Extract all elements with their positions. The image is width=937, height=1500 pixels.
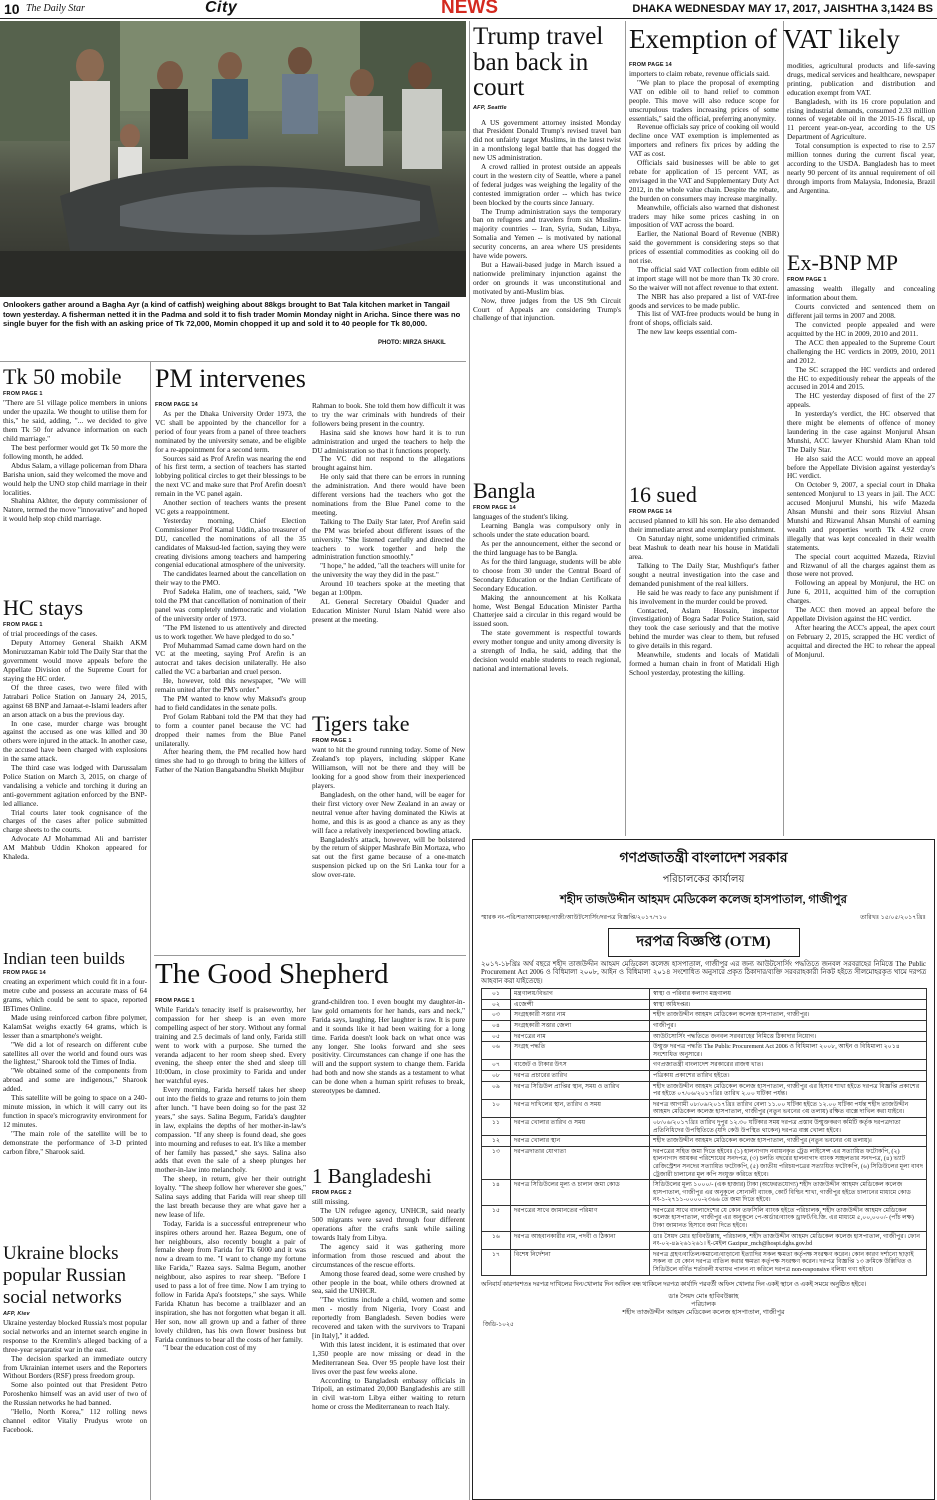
paragraph: Prof Sadeka Halim, one of teachers, said, "We told the PM that cancellation of nomination of their panel was completely undemocratic and violation of the university order of 1973.	[155, 587, 306, 623]
paragraph: still missing.	[312, 1198, 350, 1207]
source-sued: FROM PAGE 14	[629, 509, 672, 516]
row-label: বিশেষ নির্দেশনা	[511, 1249, 650, 1275]
ad-table-row	[482, 1117, 927, 1135]
row-value: শহীদ তাজউদ্দীন আহমদ মেডিকেল কলেজ হাসপাতাল, গাজীপুর।	[650, 1010, 927, 1021]
ad-date: তারিখঃ ১৫/০৫/২০১৭খ্রিঃ	[860, 914, 926, 921]
paragraph: The SC scrapped the HC verdicts and ordered the HC to expeditiously rehear the appeals of the accused in 2014 and 2015.	[787, 364, 935, 392]
body-tigers	[312, 746, 465, 946]
paragraph: The best performer would get Tk 50 more the following month, he added.	[3, 442, 147, 461]
row-label: দরপত্রদাতার যোগ্যতা	[511, 1146, 650, 1179]
paragraph: The agency said it was gathering more information from those rescued and about the circumstances of the rescue efforts.	[312, 1241, 465, 1269]
row-value: স্বাস্থ্য ও পরিবার কল্যাণ মন্ত্রণালয়	[650, 989, 927, 1000]
source-shepherd: FROM PAGE 1	[155, 998, 195, 1004]
row-value: স্বাস্থ্য অধিদপ্তর।	[650, 999, 927, 1010]
row-number: ০৮	[482, 1070, 511, 1081]
ad-signatory-org: শহীদ তাজউদ্দীন আহমদ মেডিকেল কলেজ হাসপাতাল, গাজীপুর	[622, 1308, 785, 1316]
source-pm: FROM PAGE 14	[155, 402, 198, 408]
row-number: ১৬	[482, 1231, 511, 1249]
paragraph: While Farida's tenacity itself is praiseworthy, her compassion for her sheep is an even more compelling aspect of her story. Without any formal training and 2.5 decimals of land only, Farida still went to work with a purpose. She turned the veranda adjacent to her room sheep shed. Every evening, the sheep enter the shed and sleep till 10:00am, in close proximity to Farida and under her watchful eyes.	[155, 1006, 306, 1086]
paragraph: Earlier, the National Board of Revenue (NBR) said the government is considering steps so that prices of essential commodities as cooking oil do not rise.	[629, 229, 779, 266]
headline-pm: PM intervenes	[155, 364, 306, 393]
paragraph: Ukraine yesterday blocked Russia's most popular social networks and an internet search engine in response to the Kremlin's alleged backing of a three-year separatist war in the east.	[3, 1319, 147, 1354]
row-number: ১৫	[482, 1205, 511, 1231]
ad-table-row	[482, 1070, 927, 1081]
paragraph: Following an appeal by Monjurul, the HC on June 6, 2011, acquitted him of the corruption charges.	[787, 578, 935, 606]
row-number: ১৩	[482, 1146, 511, 1179]
row-number: ০৪	[482, 1021, 511, 1032]
article-shepherd	[155, 960, 465, 990]
paragraph: This list of VAT-free products would be hung in front of shops, officials said.	[629, 309, 779, 328]
paragraph: grand-children too. I even bought my daughter-in-law gold ornaments for her hands, ears and neck," Farida says, laughing. Her laughter is raw. It is pure and it sounds like it had been waiting for a long time. Farida doesn't look back on what once was any longer. She looks forward and she sees positivity. Circumstances can change if one has the will and the support system to change them. Farida had both and now she stands as a testament to what can be done when a human spirit refuses to break, stereotypes be damned.	[312, 998, 465, 1096]
row-number: ১৭	[482, 1249, 511, 1275]
row-number: ০১	[482, 989, 511, 1000]
row-label: দরপত্র খোলার স্থান	[511, 1136, 650, 1147]
paragraph: In one case, murder charge was brought against the accused as one was killed and 30 others were injured in the attack. In another case, the accused have been charged with explosions in the same attack.	[3, 718, 147, 764]
paragraph: Officials said businesses will be able to get rebate for application of 15 percent VAT, as envisaged in the VAT and Supplementary Duty Act 2012, in the whole value chain. Despite the rebate, the burden on consumers may increase marginally.	[629, 158, 779, 203]
ad-table-row	[482, 999, 927, 1010]
body-bangla	[473, 513, 621, 813]
article-vat-col2	[787, 62, 935, 250]
paragraph: He only said that there can be errors in running the administration. And there would have been different versions had the teachers who got the nominations from the Blue Panel come to the meeting.	[312, 472, 465, 517]
paragraph: The sheep, in return, give her their outright loyalty. "The sheep follow her wherever she goes," Salina says adding that Farida will rear sheep till the last breath because they are what gave her a new lease of life.	[155, 1174, 306, 1219]
row-value: দরপত্র আগামী ০৮/০৬/২০১৭খ্রিঃ তারিখ বেলা ১১.০০ ঘটিকা হইতে ১২.০০ ঘটিকা পর্যন্ত শহীদ তাজউদ্দীন আহমদ মেডিকেল কলেজ হাসপাতাল, গাজীপুর (নতুন ভবনের ৩য় তলায়) রক্ষিত বাক্সে দাখিল করা যাইবে।	[650, 1099, 927, 1117]
paragraph: of trial proceedings of the cases.	[3, 630, 98, 639]
paragraph: Today, Farida is a successful entrepreneur who inspires others around her. Razea Begum, one of her neighbours, also recently bought a pair of female sheep from Farida for Tk 6000 and it was now a dream to me. "I want to change my fortune like Farida," Razea says. Salma Begum, another neighbour, also aspires to rear sheep. "Before I used to pass a lot of free time. Now I am trying to follow in Farida Apa's footsteps," she says. While Farida Khatun has become a trailblazer and an inspiration, she has not forgotten what began it all. Her son, now all grown up and a father of three lovely children, has his own flower business but Farida continues to bear all the costs of her family.	[155, 1218, 306, 1344]
row-number: ০৩	[482, 1010, 511, 1021]
paragraph: Every morning, Farida herself takes her sheep out into the fields to graze and returns to join them after lunch. "I have been doing so for the past 32 years," she says. Salina Begum, Farida's daughter in law, explains the depths of her mother-in-law's compassion. "If any sheep is found dead, she goes into mourning and refuses to eat. It's like a member of her family has passed," she says. Salina also adds that even the sale of a sheep plunges her mother-in-law into melancholy.	[155, 1085, 306, 1175]
paragraph: accused planned to kill his son. He also demanded their immediate arrest and exemplary punishment.	[629, 517, 779, 535]
paragraph: He, however, told this newspaper, "We will remain united after the PM's order."	[155, 676, 306, 695]
paragraph: The convicted people appealed and were acquitted by the HC in 2009, 2010 and 2011.	[787, 320, 935, 338]
headline-bangla: Bangla	[473, 478, 536, 503]
paragraph: According to Bangladesh embassy officials in Tripoli, an estimated 20,000 Bangladeshis are still in civil war-torn Libya either waiting to return home or cross the Mediterranean to reach Italy.	[312, 1375, 465, 1412]
paragraph: The ACC then moved an appeal before the Appellate Division against the HC verdict.	[787, 605, 935, 623]
row-number: ১২	[482, 1136, 511, 1147]
paragraph: "The PM listened to us attentively and directed us to work together. We have pledged to do so."	[155, 622, 306, 641]
row-number: ০৫	[482, 1031, 511, 1042]
paragraph: "The victims include a child, women and some men - mostly from Nigeria, Ivory Coast and reportedly from Bangladesh. Seven bodies were recovered and taken with the survivors to Trapani [in Italy]," it added.	[312, 1295, 465, 1340]
paragraph: Of the three cases, two were filed with Jatrabari Police Station on January 24, 2015, against 68 BNP and Jamaat-e-Islami leaders after an arson attack on a bus the previous day.	[3, 682, 147, 719]
ad-tender-table	[481, 988, 927, 1275]
article-tigers	[312, 713, 465, 946]
source-hc: FROM PAGE 1	[3, 622, 43, 629]
paragraph: "I hope," he added, "all the teachers will unite for the university the way they did in the past."	[312, 561, 465, 580]
row-value: দরপত্রের সহিত জমা দিতে হইবেঃ (১) হালনাগাদ নবায়নকৃত ট্রেড লাইসেন্স এর সত্যায়িত ফটোকপি, (২) হালনাগাদ আয়কর পরিশোধের সনদপত্র, (৩) চলতি বছরের হালনাগাদ ব্যাংক সচ্ছলতার সনদপত্র, (৪) ভ্যাট রেজিস্ট্রেশন সনদের সত্যায়িত ফটোকপি, (৫) জাতীয় পরিচয়পত্রের সত্যায়িত ফটোকপি, (৬) সিডিউলের মূল্য বাবদ ট্রেজারী চালানের মূল কপি সংযুক্ত করিতে হইবে।	[650, 1146, 927, 1179]
paragraph: Bangladesh, on the other hand, will be eager for their first victory over New Zealand in an away or neutral venue after having dominated the Kiwis at home, and this is as good a chance as any as they will face a relatively inexperienced bowling attack.	[312, 789, 465, 835]
column-rule	[150, 362, 151, 1500]
paragraph: The decision sparked an immediate outcry from Ukrainian internet users and the Reporters Without Borders (RSF) press freedom group.	[3, 1353, 147, 1381]
ad-memo-line	[473, 910, 934, 923]
paragraph: Some also pointed out that President Petro Poroshenko himself was an avid user of two of the Russian networks he had banned.	[3, 1380, 147, 1408]
column-rule	[469, 21, 470, 1500]
masthead	[0, 0, 937, 19]
row-label: দরপত্র প্রচারের তারিখ	[511, 1070, 650, 1081]
article-bangladeshi	[312, 1166, 465, 1498]
ad-table-row	[482, 1031, 927, 1042]
article-bangla	[473, 480, 621, 813]
paragraph: Bangladesh, with its 16 crore population and rising industrial demands, consumed 2.33 million tonnes of vegetable oil in the 2015-16 fiscal, up 11 percent year-on-year, according to the US Department of Agriculture.	[787, 96, 935, 142]
ad-table-row	[482, 1010, 927, 1021]
paragraph: A US government attorney insisted Monday that President Donald Trump's revised travel ban did not unfairly target Muslims, in the latest twist in a monthslong legal battle that has dogged the new US administration.	[473, 118, 621, 163]
paragraph: The VC did not respond to the allegations brought against him.	[312, 454, 465, 473]
paragraph: "We did a lot of research on different cube satellites all over the world and found ours was the lightest," Sharook told the Times of India.	[3, 1039, 147, 1067]
news-label: NEWS	[441, 0, 498, 18]
paragraph: Talking to The Daily Star, Mushfiqur's father sought a neutral investigation into the case and demanded punishment of the real killers.	[629, 560, 779, 588]
row-number: ০২	[482, 999, 511, 1010]
fish-photo-illustration	[0, 21, 466, 297]
headline-tk50: Tk 50 mobile	[3, 364, 122, 389]
news-photo	[0, 21, 466, 297]
paragraph: A crowd rallied in protest outside an appeals court in the western city of Seattle, where a panel of federal judges was weighing the legality of the contested immigration order -- which has twice been blocked by the courts since January.	[473, 162, 621, 207]
headline-tigers: Tigers take	[312, 711, 410, 736]
article-sued	[629, 484, 779, 767]
paragraph: He said he was ready to face any punishment if his involvement in the murder could be proved.	[629, 587, 779, 606]
headline-bangladeshi: 1 Bangladeshi	[312, 1164, 432, 1188]
paragraph: As per the announcement, either the second or the third language has to be Bangla.	[473, 539, 621, 558]
paragraph: The UN refugee agency, UNHCR, said nearly 500 migrants were saved through four different operations after the crafts sank while sailing towards Italy from Libya.	[312, 1206, 465, 1243]
article-trump	[473, 24, 621, 464]
row-label: দরপত্র সিডিউলের মূল্য ও চালান জমা কোড	[511, 1180, 650, 1206]
paper-name: The Daily Star	[26, 3, 85, 14]
section-name: City	[205, 0, 238, 16]
source-indian: FROM PAGE 14	[3, 970, 46, 977]
source-bangladeshi: FROM PAGE 2	[312, 1190, 352, 1197]
paragraph: Learning Bangla was compulsory only in schools under the state education board.	[473, 521, 621, 540]
row-label: দরপত্র খোলার তারিখ ও সময়	[511, 1117, 650, 1135]
body-sued	[629, 517, 779, 767]
paragraph: "The main role of the satellite will be to demonstrate the performance of 3-D printed carbon fibre," Sharook said.	[3, 1128, 147, 1156]
paragraph: The candidates learned about the cancellation on their way to the PMO.	[155, 569, 306, 588]
dateline-trump: AFP, Seattle	[473, 104, 507, 111]
row-value: পত্রিকায় প্রকাশের তারিখ হইতে।	[650, 1070, 927, 1081]
headline-sued: 16 sued	[629, 482, 697, 507]
photo-caption: Onlookers gather around a Bagha Ayr (a kind of catfish) weighing about 88kgs brought to Bat Tala kitchen market in Tangail town yesterday. A fisherman netted it in the Padma and sold it to fish trader Momin Monday night in Aricha. Since there was no single buyer for the fish with an asking price of Tk 72,000, Momin chopped it up and sold it to 40 people for Tk 80,000.	[3, 300, 461, 329]
ad-table-row	[482, 989, 927, 1000]
row-value: উন্মুক্ত দরপত্র পদ্ধতি The Public Procurement Act 2006 ও বিধিমালা ২০০৮, আইন ও বিধিমালা ২০১৪ সংশোধিত অনুসারে।	[650, 1042, 927, 1060]
headline-shepherd: The Good Shepherd	[155, 958, 389, 990]
paragraph: The PM wanted to know why Maksud's group had to field candidates in the senate polls.	[155, 694, 306, 712]
article-tk50	[3, 366, 147, 587]
article-pm	[155, 366, 465, 393]
headline-hc: HC stays	[3, 595, 84, 620]
paragraph: As per the Dhaka University Order 1973, the VC shall be appointed by the chancellor for a period of four years from a panel of three teachers nominated by the university senate, and be eligible for a re-appointment for a second term.	[155, 410, 306, 454]
paragraph: Around 10 teachers spoke at the meeting that began at 1:00pm.	[312, 579, 465, 598]
ad-table-row	[482, 1180, 927, 1206]
headline-exbnp: Ex-BNP MP	[787, 250, 899, 275]
body-tk50	[3, 399, 147, 587]
paragraph: With this latest incident, it is estimated that over 1,350 people are now missing or dead in the Mediterranean Sea. Over 95 people have lost their lives over the past few weeks alone.	[312, 1339, 465, 1376]
article-indian	[3, 950, 147, 1238]
paragraph: "I bear the education cost of my	[163, 1343, 257, 1353]
paragraph: On October 9, 2007, a special court in Dhaka sentenced Monjurul to 13 years in jail. The ACC accused Monjurul Munshi, his wife Mazeda Ahsan Munshi and their sons Rizviul Ahsan Munshi and Rizwanul Ahsan Munshi of earning wealth and properties worth Tk 4.92 crore illegally that was kept concealed in their wealth statements.	[787, 480, 935, 552]
article-hc	[3, 597, 147, 932]
body-ukraine	[3, 1319, 147, 1487]
row-number: ১৪	[482, 1180, 511, 1206]
row-value: গাজীপুর।	[650, 1021, 927, 1032]
paragraph: The official said VAT collection from edible oil at import stage will not be more than Tk 30 crore. So the waiver will not affect revenue to that extent.	[629, 264, 779, 292]
row-label: সংগ্রহ পদ্ধতি	[511, 1042, 650, 1060]
paragraph: But a Hawaii-based judge in March issued a nationwide preliminary injunction against the order on grounds it was unconstitutional and motivated by anti-Muslim bias.	[473, 260, 621, 296]
row-label: সংগ্রহকারী সত্তার নাম	[511, 1010, 650, 1021]
paragraph: amassing wealth illegally and concealing information about them.	[787, 285, 935, 303]
ad-table-row	[482, 1249, 927, 1275]
row-label: দরপত্রের সাথে জামানতের পরিমাণ	[511, 1205, 650, 1231]
paragraph: He also said the ACC would move an appeal before the Appellate Division against yesterday's HC verdict.	[787, 453, 935, 481]
body-trump	[473, 119, 621, 464]
article-shepherd-col1	[155, 998, 306, 1498]
paragraph: The Trump administration says the temporary ban on refugees and travelers from six Muslim-majority countries -- Iran, Syria, Sudan, Libya, Somalia and Yemen -- is motivated by national security concerns, an area where US presidents have wide powers.	[473, 206, 621, 261]
row-number: ১১	[482, 1117, 511, 1135]
row-label: মন্ত্রণালয়/বিভাগ	[511, 989, 650, 1000]
paragraph: Sources said as Prof Arefin was nearing the end of his first term, a section of teachers has started lobbying political circles to get their blessings to be the next VC and make sure that Prof Arefin doesn't remain in the VC panel again.	[155, 453, 306, 499]
article-shepherd-col2	[312, 998, 465, 1140]
paragraph: Deputy Attorney General Shaikh AKM Moniruzzaman Kabir told The Daily Star that the government would move appeals before the Appellate Division of the Supreme Court for staying the HC order.	[3, 638, 147, 683]
ad-office-title: পরিচালকের কার্যালয়	[662, 874, 745, 885]
paragraph: Abdus Salam, a village policeman from Dhara Barisha union, said they welcomed the move and would help the UNO stop child marriage in their localities.	[3, 460, 147, 497]
row-number: ০৬	[482, 1042, 511, 1060]
row-number: ১০	[482, 1099, 511, 1117]
row-value: ০৮/০৬/২০১৭খ্রিঃ তারিখ দুপুর ১২.৩০ ঘটিকার সময় দরপত্র প্রস্তাব উন্মুক্তকরণ কমিটি কর্তৃক দরপত্রদাতা প্রতিনিধিদের উপস্থিতিতে (যদি কেউ উপস্থিত থাকেন) দরপত্র বাক্স খোলা হইবে।	[650, 1117, 927, 1135]
ad-signatory-name: ডাঃ সৈয়দ মোঃ হাবিবউল্লাহ	[668, 1292, 739, 1300]
row-label: এজেন্সী	[511, 999, 650, 1010]
row-value: ডাঃ সৈয়দ মোঃ হাবিবউল্লাহ, পরিচালক, শহীদ তাজউদ্দীন আহমদ মেডিকেল কলেজ হাসপাতাল, গাজীপুর। ফোন নং-০২-৪৯২৬১২৬১। ই-মেইল Gazipur_mch@hospi.dghs.gov.bd	[650, 1231, 927, 1249]
source-exbnp: FROM PAGE 1	[787, 277, 827, 284]
paragraph: Rahman to book. She told them how difficult it was to try the war criminals with hundreds of their followers being present in the country.	[312, 402, 465, 428]
row-value: দরপত্রের সাথে বাংলাদেশের যে কোন তফসিলি ব্যাংক হইতে পরিচালক, শহীদ তাজউদ্দীন আহমদ মেডিকেল কলেজ হাসপাতাল, গাজীপুর এর অনুকূলে পে-অর্ডার/ব্যাংক ড্রাফট/বি.জি. এর মাধ্যমে ৫,০০,০০০/- (পাঁচ লক্ষ) টাকা জামানত হিসাবে জমা দিতে হইবে।	[650, 1205, 927, 1231]
ad-footnote: অনিবার্য কারণবশতঃ দরপত্র দাখিলের দিন/খোলার দিন অফিস বন্ধ থাকিলে দরপত্র কার্যাদি পরবর্তী অফিস খোলার দিন একই স্থানে ও একই সময়ে অনুষ্ঠিত হইবে।	[481, 1280, 867, 1288]
ad-government-title: গণপ্রজাতন্ত্রী বাংলাদেশ সরকার	[619, 851, 788, 866]
paragraph: Total consumption is expected to rise to 2.57 million tonnes during the current fiscal year, according to the USDA. Bangladesh has to meet nearly 90 percent of its annual requirement of oil through imports from Malaysia, Indonesia, Brazil and Argentina.	[787, 141, 935, 195]
paragraph: The third case was lodged with Darussalam Police Station on March 3, 2015, on charge of vandalising a vehicle and torching it during an anti-government agitation enforced by the BNP-led alliance.	[3, 763, 147, 808]
paragraph: Now, three judges from the US 9th Circuit Court of Appeals are considering Trump's challenge of that injunction.	[473, 295, 621, 323]
body-vat-cont	[787, 62, 935, 250]
paragraph: Meanwhile, officials also warned that dishonest traders may hike some prices cashing in on imposition of VAT across the board.	[629, 202, 779, 230]
article-exbnp	[787, 252, 935, 825]
body-indian	[3, 978, 147, 1238]
ad-memo-number: স্মারক নং-পরি/শতাআমেকহা/গাজী/আউটসোর্সিং/দরপত্র বিজ্ঞপ্তি/২০১৭/৭১০	[481, 914, 667, 921]
paragraph: Contacted, Aslam Hossain, inspector (investigation) of Bogra Sadar Police Station, said they took the case seriously and that the motive behind the murder was clear to them, but refused to give details in this regard.	[629, 605, 779, 651]
paragraph: want to hit the ground running today. Some of New Zealand's top players, including skipper Kane Williamson, will not be there and they will be looking for a good show from their inexperienced players.	[312, 746, 465, 791]
paragraph: importers to claim rebate, revenue officials said.	[629, 70, 770, 78]
paragraph: AL General Secretary Obaidul Quader and Education Minister Nurul Islam Nahid were also present at the meeting.	[312, 596, 465, 624]
paragraph: The special court acquitted Mazeda, Rizviul and Rizwanul of all the charges against them as those were not proved.	[787, 551, 935, 579]
paragraph: "Hello, North Korea," 112 rolling news channel editor Vitaliy Prudyus wrote on Facebook.	[3, 1407, 147, 1434]
row-value: আউটসোর্সিং পদ্ধতিতে জনবল সরবরাহের নিমিত্তে ঠিকাদার নিয়োগ।	[650, 1031, 927, 1042]
ad-signature-block	[473, 1293, 934, 1317]
article-pm-col1	[155, 402, 306, 950]
ad-table-row	[482, 1060, 927, 1071]
paragraph: The NBR has also prepared a list of VAT-free goods and services to be made public.	[629, 291, 779, 310]
paragraph: modities, agricultural products and life-saving drugs, medical services and healthcare, newspaper printing, publication and distribution and education exempt from VAT.	[787, 62, 935, 97]
ad-table-row	[482, 1099, 927, 1117]
paragraph: Bangladesh's attack, however, will be bolstered by the return of skipper Mashrafe Bin Mortaza, who sat out the first game because of a one-match suspension picked up on the Sri Lanka tour for a slow over-rate.	[312, 834, 465, 880]
paragraph: The state government is respectful towards every mother tongue and unity among diversity is a strength of India, he said, adding that the decision would enable students to reach regional, national and international levels.	[473, 628, 621, 673]
body-pm-cont	[312, 402, 465, 708]
row-value: সিডিউলের মূল্য ১০০০/- (এক হাজার) টাকা (অফেরতযোগ্য) শহীদ তাজউদ্দীন আহমদ মেডিকেল কলেজ হাসপাতাল, গাজীপুর এর অনুকূলে সোনালী ব্যাংক, কোর্ট বিল্ডিং শাখা, গাজীপুর হইতে চালানের মাধ্যমে কোড নং-১-২৭১১-০০০০-২৩৬৬ তে জমা দিতে হইবে।	[650, 1180, 927, 1206]
headline-vat: Exemption of VAT likely	[629, 24, 900, 54]
ad-table-row	[482, 1231, 927, 1249]
paragraph: On Saturday night, some unidentified criminals beat Mashuk to death near his house in Matidali area.	[629, 534, 779, 562]
paragraph: Revenue officials say price of cooking oil would decline once VAT exemption is implemented as importers and refiners fix prices by adding the VAT as cost.	[629, 122, 779, 159]
row-number: ০৯	[482, 1081, 511, 1099]
paragraph: "There are 51 village police members in unions under the upazila. We thought to utilise them for this," he said, adding, "... we decided to give them Tk 50 for advance information on each child marriage."	[3, 399, 147, 444]
source-tk50: FROM PAGE 1	[3, 391, 43, 398]
source-bangla: FROM PAGE 14	[473, 505, 516, 512]
paragraph: "We plan to place the proposal of exempting VAT on edible oil to hand relief to common people. This move will also reduce scope for unscrupulous traders increasing prices of some essentials," said the official, preferring anonymity.	[629, 77, 779, 123]
paragraph: The HC yesterday disposed of first of the 27 appeals.	[787, 391, 935, 410]
paragraph: languages of the student's liking.	[473, 513, 569, 522]
paragraph: Making the announcement at his Kolkata home, West Bengal Education Minister Partha Chatterjee said a circular in this regard would be issued soon.	[473, 592, 621, 629]
body-vat	[629, 70, 779, 480]
headline-indian: Indian teen builds	[3, 949, 125, 968]
paragraph: Among those feared dead, some were crushed by other people in the boat, while others drowned at sea, said the UNHCR.	[312, 1268, 465, 1296]
row-value: শহীদ তাজউদ্দীন আহমদ মেডিকেল কলেজ হাসপাতাল, গাজীপুর (নতুন ভবনের ৩য় তলায়)।	[650, 1136, 927, 1147]
ad-table-row	[482, 1081, 927, 1099]
column-rule	[783, 21, 784, 836]
article-ukraine	[3, 1243, 147, 1487]
ad-table-row	[482, 1021, 927, 1032]
paragraph: Advocate AJ Mohammad Ali and barrister AM Mahbub Uddin Khokon appeared for Khaleda.	[3, 834, 147, 862]
paragraph: As for the third language, students will be able to choose from 30 under the Central Board of Secondary Education or the Indian Certificate of Secondary Education.	[473, 556, 621, 593]
column-rule	[625, 21, 626, 836]
row-label: সংগ্রহকারী সত্তার জেলা	[511, 1021, 650, 1032]
paragraph: The ACC then appealed to the Supreme Court challenging the HC verdicts in 2009, 2010, 2011 and 2012.	[787, 337, 935, 365]
body-pm	[155, 410, 306, 950]
dateline: DHAKA WEDNESDAY MAY 17, 2017, JAISHTHA 3,1424 BS	[632, 3, 933, 15]
row-value: গণপ্রজাতন্ত্রী বাংলাদেশ সরকারের রাজস্ব খাত।	[650, 1060, 927, 1071]
paragraph: Talking to The Daily Star later, Prof Arefin said the PM was briefed about different issues of the university. "She listened carefully and directed the teachers to work together and help the administration function smoothly."	[312, 516, 465, 562]
row-label: দরপত্র আহবানকারীর নাম, পদবী ও ঠিকানা	[511, 1231, 650, 1249]
ad-notice-title: দরপত্র বিজ্ঞপ্তি (OTM)	[608, 928, 800, 957]
paragraph: Meanwhile, students and locals of Matidali formed a human chain in front of Matidali High School yesterday, protesting the killing.	[629, 650, 779, 677]
ad-signatory-title: পরিচালক	[691, 1300, 716, 1308]
source-tigers: FROM PAGE 1	[312, 738, 352, 745]
section-rule	[154, 955, 466, 956]
paragraph: creating an experiment which could fit in a four-metre cube and possess an accurate mass of 64 grams, which could be sent to space, reported IBTimes Online.	[3, 978, 147, 1014]
photo-credit: PHOTO: MIRZA SHAKIL	[378, 340, 446, 346]
page-number: 10	[4, 1, 20, 17]
paragraph: Courts convicted and sentenced them on different jail terms in 2007 and 2008.	[787, 302, 935, 321]
paragraph: Made using reinforced carbon fibre polymer, KalamSat weighs exactly 64 grams, which is lesser than a smartphone's weight.	[3, 1012, 147, 1040]
ad-table-row	[482, 1205, 927, 1231]
body-exbnp	[787, 285, 935, 825]
ad-table-row	[482, 1042, 927, 1060]
paragraph: Trial courts later took cognisance of the charges of the cases after police submitted charge sheets to the courts.	[3, 807, 147, 835]
paragraph: Shahina Akhter, the deputy commissioner of Natore, termed the move "innovative" and hoped it would help stop child marriage.	[3, 496, 147, 524]
source-vat: FROM PAGE 14	[629, 62, 672, 68]
row-label: দরপত্র দাখিলের স্থান, তারিখ ও সময়	[511, 1099, 650, 1117]
row-value: দরপত্র গ্রহণ/বাতিল/কমানো/বাড়ানো ইত্যাদির সকল ক্ষমতা কর্তৃপক্ষ সংরক্ষণ করেন। কোন কারণ দর্শানো ছাড়াই সকল বা যে কোন দরপত্র বাতিল করার ক্ষমতা কর্তৃপক্ষ সংরক্ষণ করেন। দরপত্র বিজ্ঞপ্তি ১৩ ক্রমিকে উল্লিখিত ও সিডিউলে বর্ণিত শর্তাবলী যথাযথ পালন না করিলে দরপত্র non-responsive বলিয়া গণ্য হইবে।	[650, 1249, 927, 1275]
row-label: দরপত্র সিডিউল প্রাপ্তির স্থান, সময় ও তারিখ	[511, 1081, 650, 1099]
paragraph: Hasina said she knows how hard it is to run administration and urged the teachers to help the DU administration so that it functions properly.	[312, 427, 465, 455]
row-label: দরপত্রের নাম	[511, 1031, 650, 1042]
ad-intro: ২০১৭-১৮খ্রিঃ অর্থ বছরে শহীদ তাজউদ্দীন আহমদ মেডিকেল কলেজ হাসপাতাল, গাজীপুর এর জন্য আউটসোর্সিং পদ্ধতিতে জনবল সরবরাহের নিমিত্তে The Public Procurement Act 2006 ও বিধিমালা ২০০৮, আইন ও বিধিমালা ২০১৪ সংশোধিত অনুসারে প্রকৃত ঠিকাদার/ব্যক্তি সরবরাহকারী নিকট হইতে সীলমোহরকৃত খামে দরপত্র আহবান করা যাইতেছে।	[481, 961, 926, 985]
body-shepherd	[155, 1006, 306, 1498]
headline-ukraine: Ukraine blocks popular Russian social networks	[3, 1243, 126, 1308]
paragraph: Prof Muhammad Samad came down hard on the VC at the meeting, saying Prof Arefin is an autocrat and takes decision unilaterally. He also called the VC a barbarian and cruel person.	[155, 640, 306, 677]
row-number: ০৭	[482, 1060, 511, 1071]
tender-advertisement	[472, 839, 935, 1500]
article-vat-col1	[629, 62, 779, 480]
paragraph: The new law keeps essential com-	[637, 327, 737, 337]
body-shepherd-cont	[312, 998, 465, 1140]
body-bangladeshi	[312, 1198, 465, 1498]
ad-code: জিডি-১০২৫	[483, 1321, 514, 1328]
article-vat	[629, 26, 933, 54]
headline-trump: Trump travel ban back in court	[473, 23, 604, 101]
paragraph: Prof Golam Rabbani told the PM that they had to form a counter panel because the VC had dropped their names from the Blue Panel unilaterally.	[155, 711, 306, 748]
section-rule	[0, 361, 466, 362]
paragraph: "We obtained some of the components from abroad and some are indigenous," Sharook added.	[3, 1066, 147, 1094]
body-hc	[3, 630, 147, 932]
row-value: শহীদ তাজউদ্দীন আহমদ মেডিকেল কলেজ হাসপাতাল, গাজীপুর এর হিসাব শাখা হইতে দরপত্র বিজ্ঞপ্তি প্রকাশের পর হইতে ০৭/০৬/২০১৭খ্রিঃ তারিখ ২.০০ ঘটিকা পর্যন্ত।	[650, 1081, 927, 1099]
ad-table-row	[482, 1146, 927, 1179]
paragraph: Yesterday morning, Chief Election Commissioner Prof Kamal Uddin, also treasurer of DU, cancelled the nominations of all the 35 candidates of Maksud-led faction, saying they were creating divisions among teachers and hampering congenial educational atmosphere of the university.	[155, 515, 306, 570]
paragraph: After hearing them, the PM recalled how hard times she had to go through to bring the killers of Father of the Nation Bangabandhu Sheikh Mujibur	[155, 747, 306, 775]
paragraph: Another section of teachers wants the present VC gets a reappointment.	[155, 498, 306, 516]
paragraph: This satellite will be going to space on a 240-minute mission, in which it will carry out its function in space's microgravity environment for 12 minutes.	[3, 1093, 147, 1129]
row-label: বাজেট ও টাকার উৎস	[511, 1060, 650, 1071]
ad-hospital-name: শহীদ তাজউদ্দীন আহমদ মেডিকেল কলেজ হাসপাতাল, গাজীপুর	[560, 894, 847, 906]
paragraph: In yesterday's verdict, the HC observed that there might be elements of offence of money laundering in the case against Monjurul Ahsan Munshi, ACC lawyer Khurshid Alam Khan told The Daily Star.	[787, 409, 935, 454]
ad-table-row	[482, 1136, 927, 1147]
article-pm-col2	[312, 402, 465, 708]
paragraph: After hearing the ACC's appeal, the apex court on February 2, 2015, scrapped the HC verdict of acquittal and directed the HC to rehear the appeal of Monjurul.	[787, 622, 935, 659]
dateline-ukraine: AFP, Kiev	[3, 1311, 30, 1317]
